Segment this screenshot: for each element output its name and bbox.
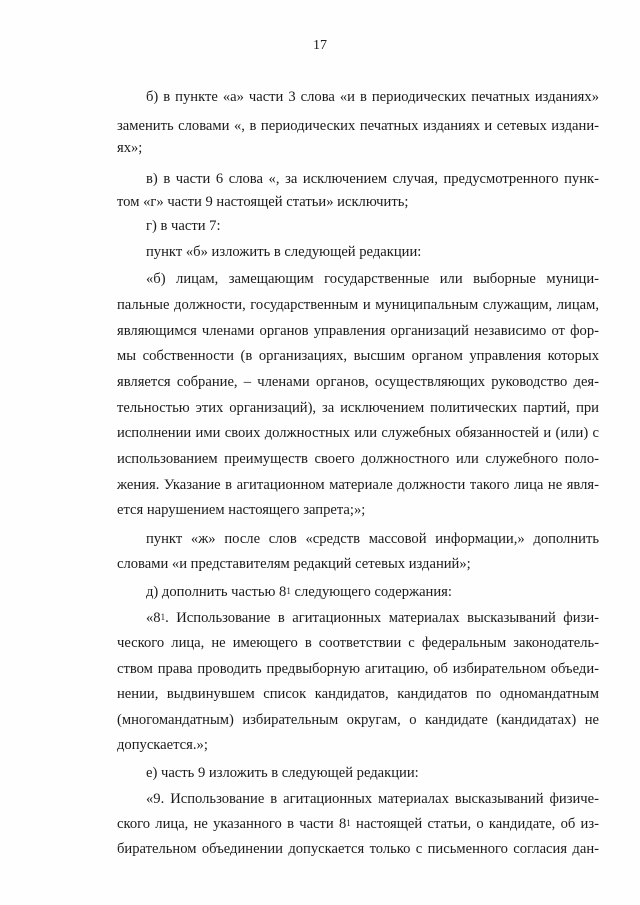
text-line: пункт «ж» после слов «средств массовой информации,» дополнить xyxy=(146,531,599,547)
text-line: использованием преимуществ своего должностного или служебного поло- xyxy=(117,451,599,467)
text-line: д) дополнить частью $8^1$ следующего содержания: xyxy=(146,584,452,600)
superscript: 1 xyxy=(346,818,351,828)
text-line: бирательном объединении допускается только с письменного согласия дан- xyxy=(117,841,599,857)
text-line: является собрание, – членами органов, осуществляющих руководство дея- xyxy=(117,374,599,390)
text-line: ческого лица, не имеющего в соответствии с федеральным законодатель- xyxy=(117,635,599,651)
text-line: тельностью этих организаций), за исключением политических партий, при xyxy=(117,400,599,416)
text-line: «б) лицам, замещающим государственные или выборные муници- xyxy=(146,271,599,287)
text-line: г) в части 7: xyxy=(146,218,221,234)
superscript: 1 xyxy=(160,612,166,622)
text-line: жения. Указание в агитационном материале должности такого лица не явля- xyxy=(117,477,599,493)
text-line: «9. Использование в агитационных материалах высказываний физиче- xyxy=(146,791,599,807)
text-line: б) в пункте «а» части 3 слова «и в периодических печатных изданиях» xyxy=(146,89,599,105)
text-line: исполнении ими своих должностных или служебных обязанностей и (или) с xyxy=(117,425,599,441)
text-line: ях»; xyxy=(117,140,143,156)
text-line: нении, выдвинувшем список кандидатов, кандидатов по одномандатным xyxy=(117,686,599,702)
text-line: ется нарушением настоящего запрета;»; xyxy=(117,502,366,518)
page-number: 17 xyxy=(313,38,327,53)
superscript: 1 xyxy=(286,586,291,596)
text-line: пункт «б» изложить в следующей редакции: xyxy=(146,244,422,260)
text-line: (многомандатным) избирательным округам, о кандидате (кандидатах) не xyxy=(117,712,599,728)
text-line: заменить словами «, в периодических печатных изданиях и сетевых издани- xyxy=(117,118,599,134)
text-line: ством права проводить предвыборную агитацию, об избирательном объеди- xyxy=(117,661,599,677)
text-line: е) часть 9 изложить в следующей редакции: xyxy=(146,765,419,781)
text-line: словами «и представителям редакций сетевых изданий»; xyxy=(117,556,471,572)
text-line: допускается.»; xyxy=(117,737,208,753)
text-line: ского лица, не указанного в части $8^1$ настоящей статьи, о кандидате, об из- xyxy=(117,816,599,832)
text-line: том «г» части 9 настоящей статьи» исключить; xyxy=(117,194,409,210)
text-line: «$8^1$. Использование в агитационных материалах высказываний физи- xyxy=(146,610,599,626)
text-line: являющимся членами органов управления организаций независимо от фор- xyxy=(117,323,599,339)
text-line: мы собственности (в организациях, высшим органом управления которых xyxy=(117,348,599,364)
text-line: пальные должности, государственным и муниципальным служащим, лицам, xyxy=(117,297,599,313)
text-line: в) в части 6 слова «, за исключением случая, предусмотренного пунк- xyxy=(146,171,599,187)
